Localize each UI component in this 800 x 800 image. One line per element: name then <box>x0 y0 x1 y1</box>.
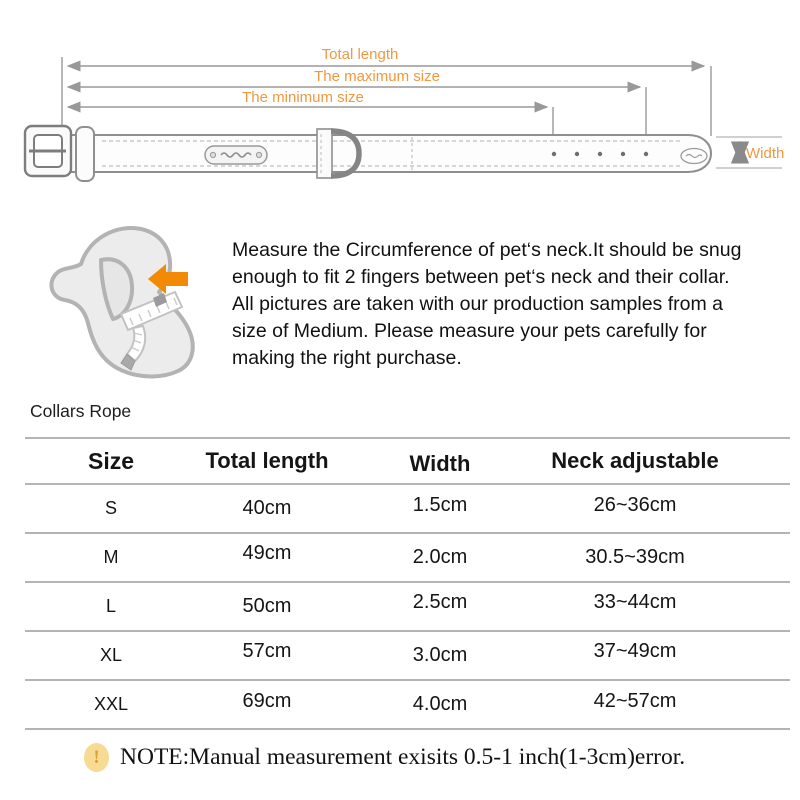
header-neck-adjustable: Neck adjustable <box>551 448 719 473</box>
cell-neck: 30.5~39cm <box>585 546 685 568</box>
table-row <box>25 632 790 681</box>
section-label: Collars Rope <box>30 401 132 421</box>
cell-width: 4.0cm <box>412 693 468 715</box>
dog-measuring-illustration <box>35 212 235 382</box>
cell-neck: 33~44cm <box>593 591 677 613</box>
cell-neck: 42~57cm <box>593 690 677 712</box>
cell-neck: 26~36cm <box>593 494 677 516</box>
size-table <box>25 437 790 730</box>
collar-brand-plate <box>205 146 267 164</box>
header-size: Size <box>87 447 135 474</box>
collar-keeper-loop <box>76 127 94 181</box>
measure-instructions <box>232 237 792 372</box>
cell-total-length: 57cm <box>242 640 292 662</box>
cell-width: 1.5cm <box>412 494 468 516</box>
cell-size: XXL <box>93 694 129 714</box>
cell-total-length: 49cm <box>242 542 292 564</box>
cell-neck: 37~49cm <box>593 640 677 662</box>
table-row <box>25 583 790 632</box>
table-row <box>25 485 790 534</box>
cell-size: L <box>105 596 116 616</box>
table-row <box>25 681 790 730</box>
instruction-line: enough to fit 2 fingers between pet‘s neck and their collar. <box>232 266 730 288</box>
instruction-line: size of Medium. Please measure your pets carefully for <box>232 320 707 342</box>
cell-size: M <box>103 547 119 567</box>
instruction-line: Measure the Circumference of pet‘s neck.It should be snug <box>232 239 742 261</box>
instruction-line: making the right purchase. <box>232 347 462 369</box>
table-row <box>25 534 790 583</box>
cell-total-length: 50cm <box>242 595 292 617</box>
collar-buckle <box>25 126 71 176</box>
maximum-size-label: The maximum size <box>314 68 440 85</box>
width-label: Width <box>746 145 785 162</box>
cell-size: XL <box>99 645 123 665</box>
footer-note <box>84 743 685 772</box>
cell-width: 2.5cm <box>412 591 468 613</box>
cell-total-length: 69cm <box>242 690 292 712</box>
instruction-line: All pictures are taken with our production samples from a <box>232 293 723 315</box>
cell-total-length: 40cm <box>242 497 292 519</box>
cell-width: 3.0cm <box>412 644 468 666</box>
header-width: Width <box>409 451 471 476</box>
cell-width: 2.0cm <box>412 546 468 568</box>
collar-illustration <box>25 126 711 181</box>
exclamation-icon: ! <box>84 743 109 772</box>
cell-size: S <box>104 498 117 518</box>
footer-note-text: NOTE:Manual measurement exisits 0.5-1 inch(1-3cm)error. <box>120 744 686 770</box>
header-total-length: Total length <box>205 448 329 473</box>
collar-diagram <box>0 0 800 215</box>
total-length-label: Total length <box>321 46 399 63</box>
table-header-row <box>25 439 790 485</box>
minimum-size-label: The minimum size <box>242 89 364 106</box>
